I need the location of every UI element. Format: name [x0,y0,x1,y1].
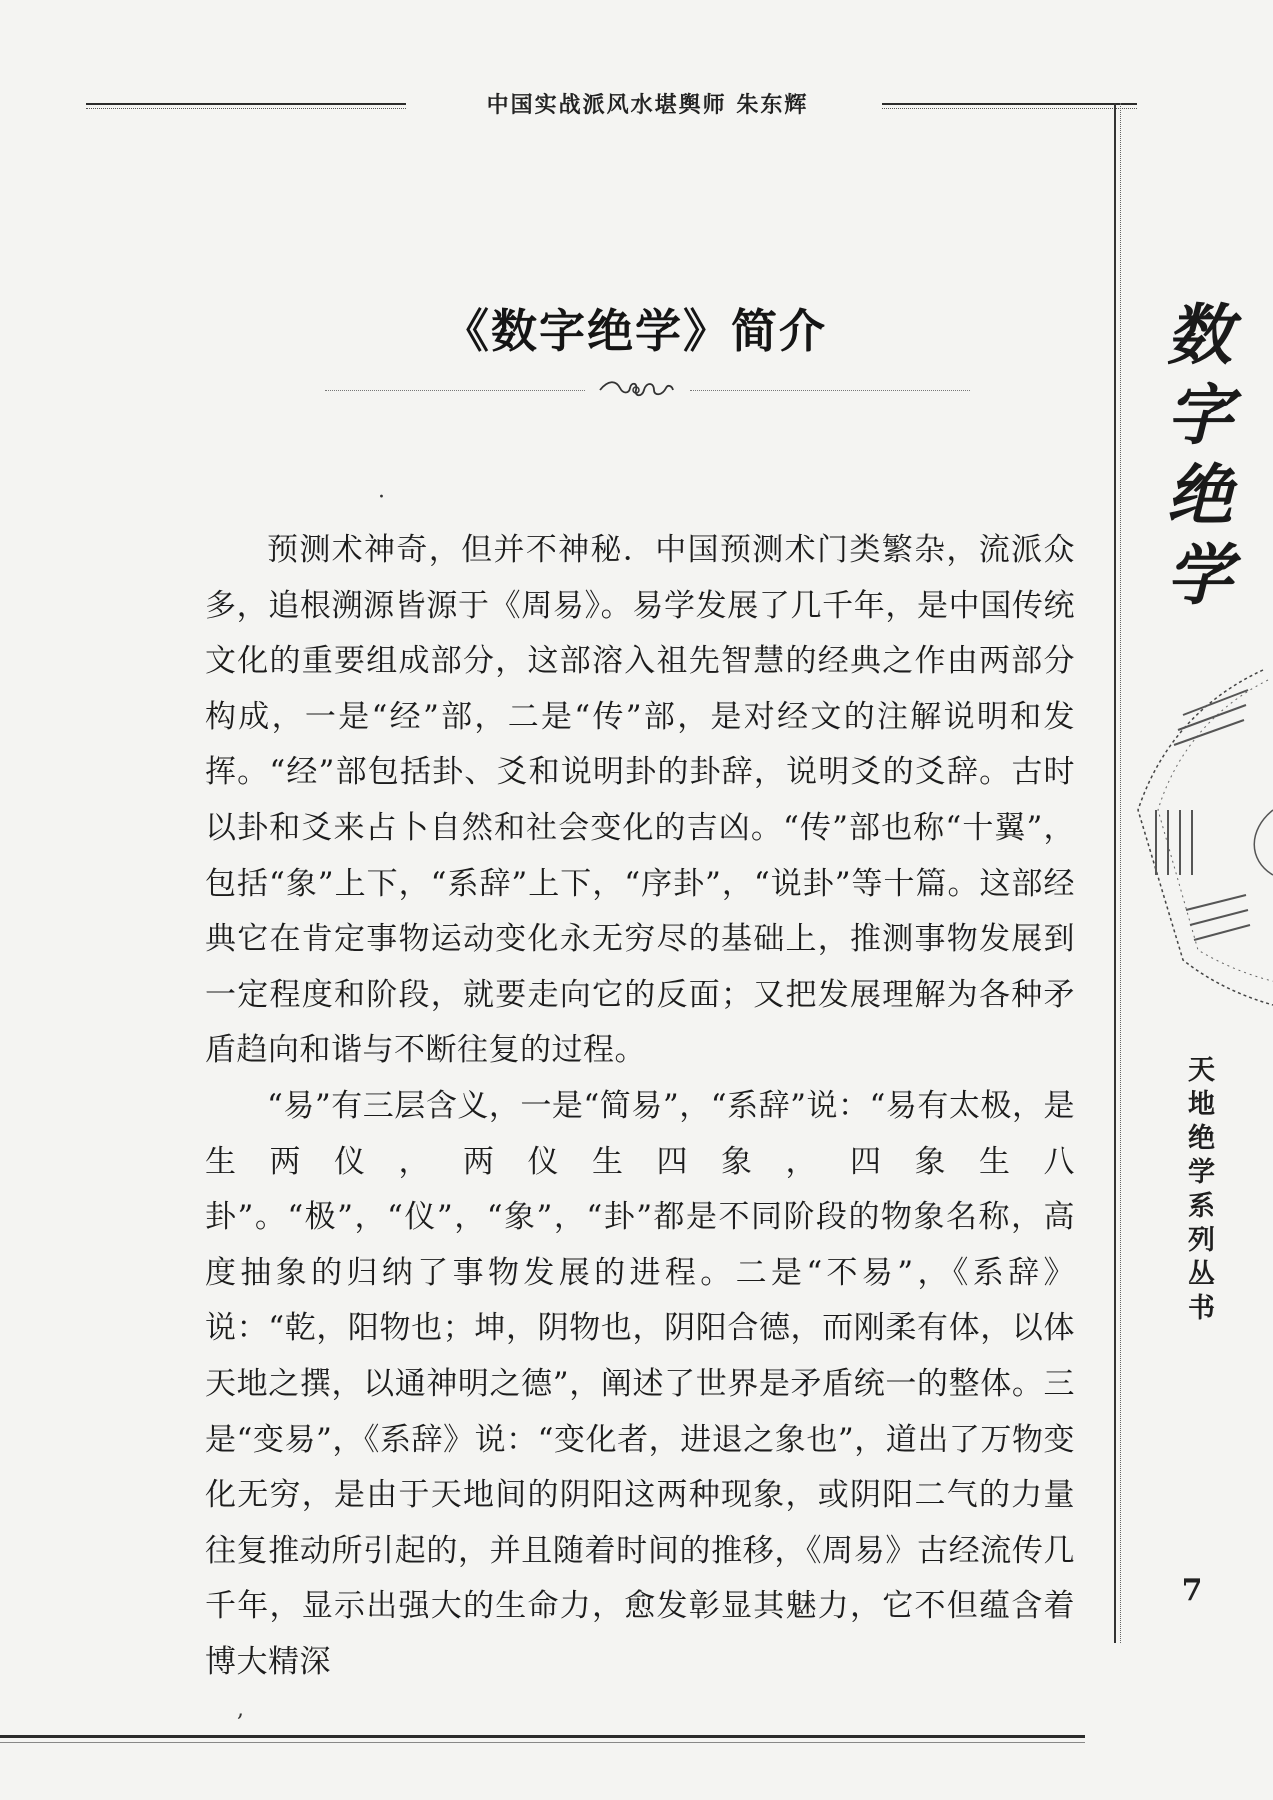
stray-ink-mark: , [237,1697,244,1722]
decorative-seal-icon [1128,660,1273,1020]
stray-ink-mark: · [378,485,385,510]
running-header: 中国实战派风水堪舆师 朱东辉 [486,93,809,118]
flourish-ornament-icon [596,376,676,404]
header-rule-right [882,103,1137,105]
page-title: 《数字绝学》简介 [443,304,827,358]
body-text [205,523,1075,1690]
paragraph: “易”有三层含义，一是“简易”，“系辞”说：“易有太极，是生两仪，两仪生四象，四象生八卦”。“极”，“仪”，“象”，“卦”都是不同阶段的物象名称，高度抽象的归纳了事物发展的进程。二是“不易”，《系辞》说：“乾，阳物也；坤，阴物也，阴阳合德，而刚柔有体，以体天地之撰，以通神明之德”，阐述了世界是矛盾统一的整体。三是“变易”，《系辞》说：“变化者，进退之象也”，道出了万物变化无穷，是由于天地间的阴阳这两种现象，或阴阳二气的力量往复推动所引起的，并且随着时间的推移，《周易》古经流传几千年，显示出强大的生命力，愈发彰显其魅力，它不但蕴含着博大精深 [205,1087,1075,1680]
ornament-rule-left [325,390,585,391]
footer-rule [0,1735,1085,1738]
header-rule-left [86,103,406,105]
vertical-book-title: 数字绝学 [1155,300,1233,620]
side-vertical-rule [1114,103,1116,1643]
paragraph: 预测术神奇，但并不神秘．中国预测术门类繁杂，流派众多，追根溯源皆源于《周易》。易学发展了几千年，是中国传统文化的重要组成部分，这部溶入祖先智慧的经典之作由两部分构成，一是“经”部，二是“传”部，是对经文的注解说明和发挥。“经”部包括卦、爻和说明卦的卦辞，说明爻的爻辞。古时以卦和爻来占卜自然和社会变化的吉凶。“传”部也称“十翼”，包括“象”上下，“系辞”上下，“序卦”，“说卦”等十篇。这部经典它在肯定事物运动变化永无穷尽的基础上，推测事物发展到一定程度和阶段，就要走向它的反面；又把发展理解为各种矛盾趋向和谐与不断往复的过程。 [205,532,1075,1069]
ornament-rule-right [690,390,970,391]
series-name: 天地绝学系列丛书 [1183,1055,1214,1327]
page-number: 7 [1181,1573,1203,1608]
